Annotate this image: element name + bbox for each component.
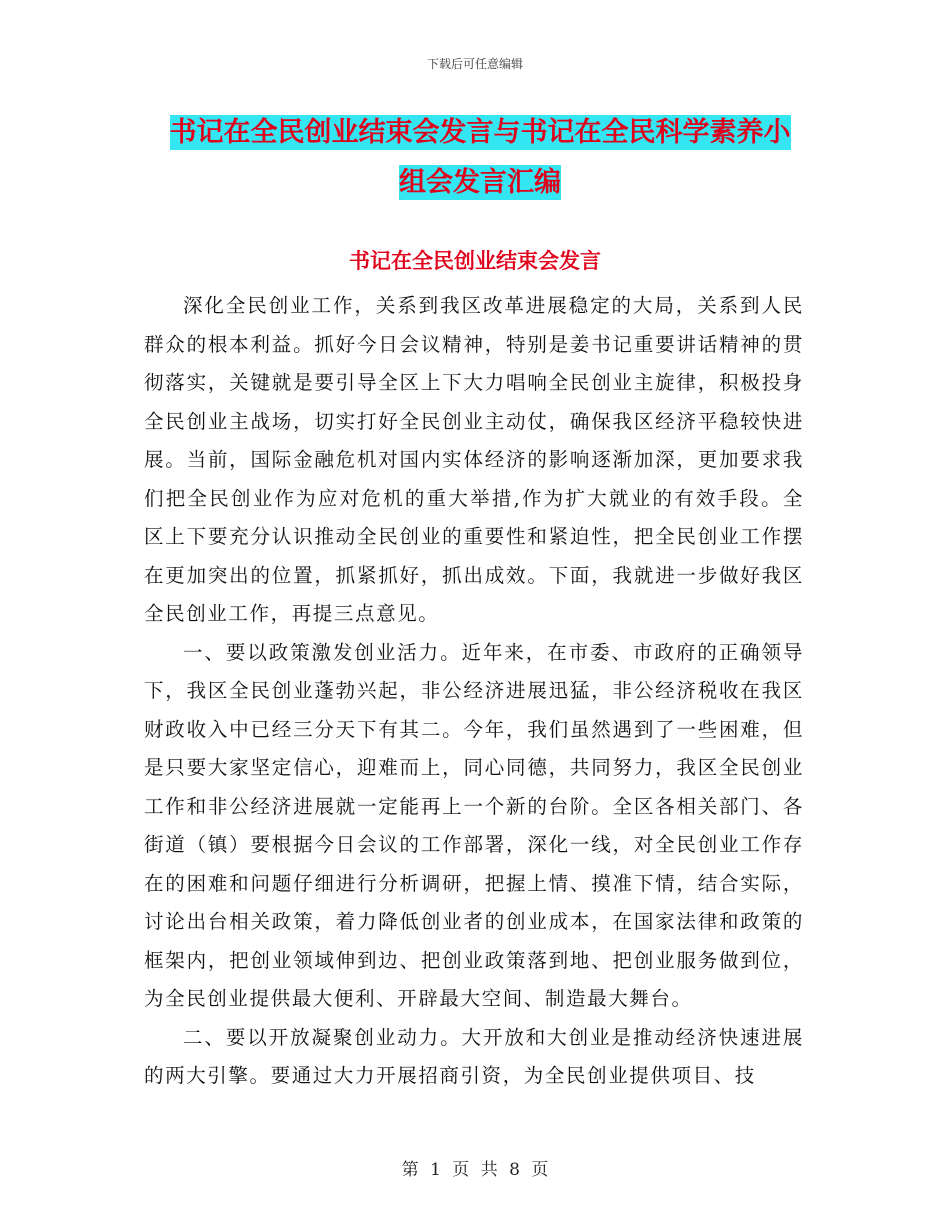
document-body xyxy=(144,287,804,1096)
title-line-2: 组会发言汇编 xyxy=(399,167,561,198)
header-note: 下载后可任意编辑 xyxy=(426,57,523,71)
paragraph-1: 深化全民创业工作，关系到我区改革进展稳定的大局，关系到人民群众的根本利益。抓好今日会议精神，特别是姜书记重要讲话精神的贯彻落实，关键就是要引导全区上下大力唱响全民创业主旋律，积极投身全民创业主战场，切实打好全民创业主动仗，确保我区经济平稳较快进展。当前，国际金融危机对国内实体经济的影响逐渐加深，更加要求我们把全民创业作为应对危机的重大举措,作为扩大就业的有效手段。全区上下要充分认识推动全民创业的重要性和紧迫性，把全民创业工作摆在更加突出的位置，抓紧抓好，抓出成效。下面，我就进一步做好我区全民创业工作，再提三点意见。 xyxy=(144,294,804,625)
paragraph-2: 一、要以政策激发创业活力。近年来，在市委、市政府的正确领导下，我区全民创业蓬勃兴起，非公经济进展迅猛，非公经济税收在我区财政收入中已经三分天下有其二。今年，我们虽然遇到了一些困难，但是只要大家坚定信心，迎难而上，同心同德，共同努力，我区全民创业工作和非公经济进展就一定能再上一个新的台阶。全区各相关部门、各街道（镇）要根据今日会议的工作部署，深化一线，对全民创业工作存在的困难和问题仔细进行分析调研，把握上情、摸准下情，结合实际，讨论出台相关政策，着力降低创业者的创业成本，在国家法律和政策的框架内，把创业领域伸到边、把创业政策落到地、把创业服务做到位，为全民创业提供最大便利、开辟最大空间、制造最大舞台。 xyxy=(144,640,804,1010)
page-number: 第 1 页 共 8 页 xyxy=(401,1160,549,1180)
section-title: 书记在全民创业结束会发言 xyxy=(349,249,601,273)
document-title xyxy=(145,108,815,208)
title-line-1: 书记在全民创业结束会发言与书记在全民科学素养小 xyxy=(169,117,791,148)
paragraph-3: 二、要以开放凝聚创业动力。大开放和大创业是推动经济快速进展的两大引擎。要通过大力开展招商引资，为全民创业提供项目、技 xyxy=(144,1025,804,1087)
